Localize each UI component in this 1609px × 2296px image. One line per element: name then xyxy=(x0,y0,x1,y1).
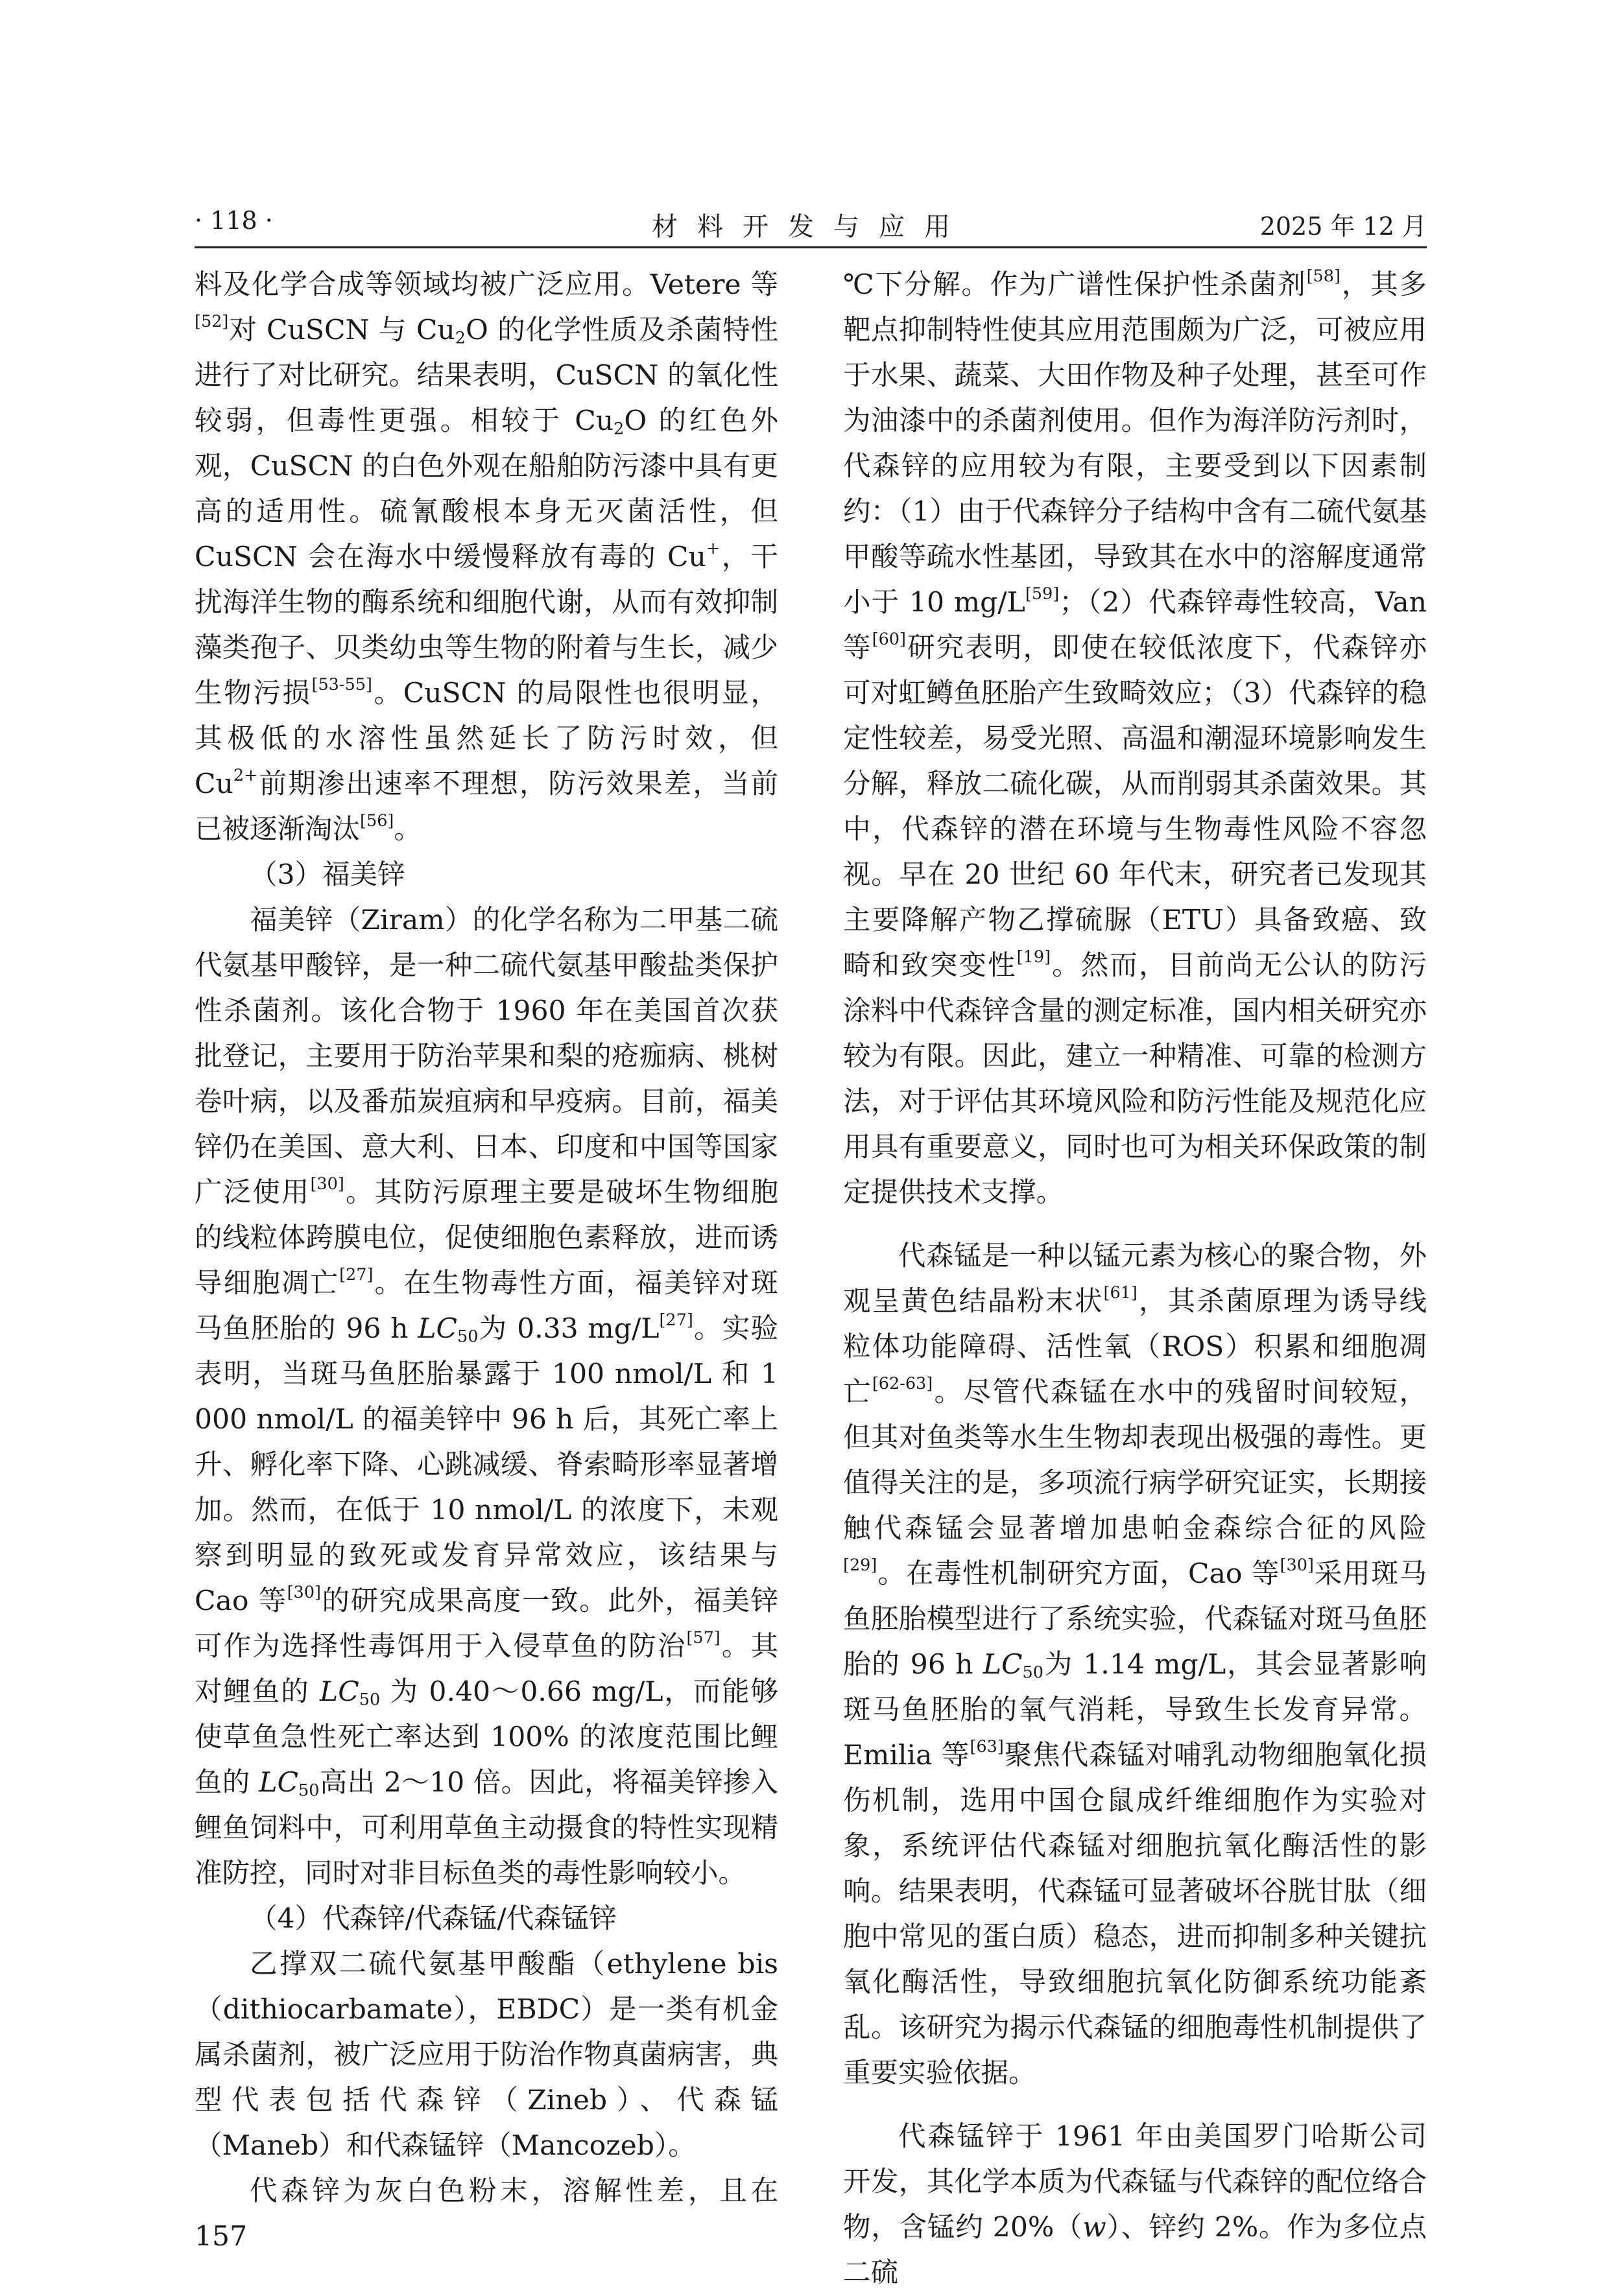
citation: [30] xyxy=(287,1582,321,1602)
paragraph-mancozeb: 代森锰锌于 1961 年由美国罗门哈斯公司开发，其化学本质为代森锰与代森锌的配位络合物，含锰约 20%（w）、锌约 2%。作为多位点二硫 xyxy=(843,2121,1427,2289)
section-heading-ebdc: （4）代森锌/代森锰/代森锰锌 xyxy=(250,1903,617,1935)
paragraph-maneb: 代森锰是一种以锰元素为核心的聚合物，外观呈黄色结晶粉末状[61]，其杀菌原理为诱导线粒体功能障碍、活性氧（ROS）积累和细胞凋亡[62-63]。尽管代森锰在水中的残留时间较短，但其对鱼类等水生生物却表现出极强的毒性。更值得关注的是，多项流行病学研究证实，长期接触代森锰会显著增加患帕金森综合征的风险[29]。在毒性机制研究方面，Cao 等[30]采用斑马鱼胚胎模型进行了系统实验，代森锰对斑马鱼胚胎的 96 h $LC_{50}$为 1.14 mg/L，其会显著影响斑马鱼胚胎的氧气消耗，导致生长发育异常。Emilia 等[63]聚焦代森锰对哺乳动物细胞氧化损伤机制，选用中国仓鼠成纤维细胞作为实验对象，系统评估代森锰对细胞抗氧化酶活性的影响。结果表明，代森锰可显著破坏谷胱甘肽（细胞中常见的蛋白质）稳态，进而抑制多种关键抗氧化酶活性，导致细胞抗氧化防御系统功能紊乱。该研究为揭示代森锰的细胞毒性机制提供了重要实验依据。 xyxy=(843,1240,1427,2089)
citation: [30] xyxy=(310,1174,344,1194)
citation: [53-55] xyxy=(311,674,372,694)
paragraph-ziram: 福美锌（Ziram）的化学名称为二甲基二硫代氨基甲酸锌，是一种二硫代氨基甲酸盐类保护性杀菌剂。该化合物于 1960 年在美国首次获批登记，主要用于防治苹果和梨的疮痂病、桃树卷叶病，以及番茄炭疽病和早疫病。目前，福美锌仍在美国、意大利、日本、印度和中国等国家广泛使用[30]。其防污原理主要是破坏生物细胞的线粒体跨膜电位，促使细胞色素释放，进而诱导细胞凋亡[27]。在生物毒性方面，福美锌对斑马鱼胚胎的 96 h $LC_{50}$为 0.33 mg/L[27]。实验表明，当斑马鱼胚胎暴露于 100 nmol/L 和 1 000 nmol/L 的福美锌中 96 h 后，其死亡率上升、孵化率下降、心跳减缓、脊索畸形率显著增加。然而，在低于 10 nmol/L 的浓度下，未观察到明显的致死或发育异常效应，该结果与 Cao 等[30]的研究成果高度一致。此外，福美锌可作为选择性毒饵用于入侵草鱼的防治[57]。其对鲤鱼的 $LC_{50}$ 为 0.40～0.66 mg/L，而能够使草鱼急性死亡率达到 100% 的浓度范围比鲤鱼的 $LC_{50}$高出 2～10 倍。因此，将福美锌掺入鲤鱼饲料中，可利用草鱼主动摄食的特性实现精准防控，同时对非目标鱼类的毒性影响较小。 xyxy=(195,905,778,1889)
citation: [62-63] xyxy=(872,1373,933,1393)
header-rule xyxy=(195,246,1427,248)
citation: [19] xyxy=(1016,947,1051,967)
citation: [61] xyxy=(1103,1283,1138,1303)
paragraph-zineb: ℃下分解。作为广谱性保护性杀菌剂[58]，其多靶点抑制特性使其应用范围颇为广泛，可被应用于水果、蔬菜、大田作物及种子处理，甚至可作为油漆中的杀菌剂使用。但作为海洋防污剂时，代森锌的应用较为有限，主要受到以下因素制约：（1）由于代森锌分子结构中含有二硫代氨基甲酸等疏水性基团，导致其在水中的溶解度通常小于 10 mg/L[59]；（2）代森锌毒性较高，Van 等[60]研究表明，即使在较低浓度下，代森锌亦可对虹鳟鱼胚胎产生致畸效应；（3）代森锌的稳定性较差，易受光照、高温和潮湿环境影响发生分解，释放二硫化碳，从而削弱其杀菌效果。其中，代森锌的潜在环境与生物毒性风险不容忽视。早在 20 世纪 60 年代末，研究者已发现其主要降解产物乙撑硫脲（ETU）具备致癌、致畸和致突变性[19]。然而，目前尚无公认的防污涂料中代森锌含量的测定标准，国内相关研究亦较为有限。因此，建立一种精准、可靠的检测方法，对于评估其环境风险和防污性能及规范化应用具有重要意义，同时也可为相关环保政策的制定提供技术支撑。 xyxy=(843,266,1427,1209)
journal-title: 材料开发与应用 xyxy=(652,212,970,242)
right-column xyxy=(843,263,1427,2296)
citation: [27] xyxy=(659,1310,693,1330)
paragraph-zineb-start: 代森锌为灰白色粉末，溶解性差，且在 157 xyxy=(195,2175,778,2253)
citation: [30] xyxy=(1280,1555,1314,1575)
citation: [60] xyxy=(872,629,906,649)
citation: [58] xyxy=(1306,266,1341,286)
left-column xyxy=(195,263,778,2260)
citation: [27] xyxy=(339,1264,374,1284)
citation: [63] xyxy=(970,1736,1004,1757)
section-heading-ziram: （3）福美锌 xyxy=(250,859,405,891)
running-header xyxy=(195,206,1427,243)
paragraph-ebdc: 乙撑双二硫代氨基甲酸酯（ethylene bis（dithiocarbamate），EBDC）是一类有机金属杀菌剂，被广泛应用于防治作物真菌病害，典型代表包括代森锌（Zineb）、代森锰（Maneb）和代森锰锌（Mancozeb）。 xyxy=(195,1948,778,2162)
citation: [59] xyxy=(1025,584,1060,604)
citation: [29] xyxy=(843,1555,877,1575)
citation: [57] xyxy=(686,1627,721,1648)
citation: [56] xyxy=(360,811,394,831)
page-number: · 118 · xyxy=(195,206,273,235)
issue-date: 2025 年 12 月 xyxy=(1259,212,1427,241)
citation: [52] xyxy=(195,311,229,331)
paragraph-cuscn: 料及化学合成等领域均被广泛应用。Vetere 等[52]对 CuSCN 与 $Cu_2O$ 的化学性质及杀菌特性进行了对比研究。结果表明，CuSCN 的氧化性较弱，但毒性更强。相较于 $Cu_2O$ 的红色外观，CuSCN 的白色外观在船舶防污漆中具有更高的适用性。硫氰酸根本身无灭菌活性，但 CuSCN 会在海水中缓慢释放有毒的 Cu+，干扰海洋生物的酶系统和细胞代谢，从而有效抑制藻类孢子、贝类幼虫等生物的附着与生长，减少生物污损[53-55]。CuSCN 的局限性也很明显，其极低的水溶性虽然延长了防污时效，但 $Cu^{2+}$前期渗出速率不理想，防污效果差，当前已被逐渐淘汰[56]。 xyxy=(195,269,778,846)
